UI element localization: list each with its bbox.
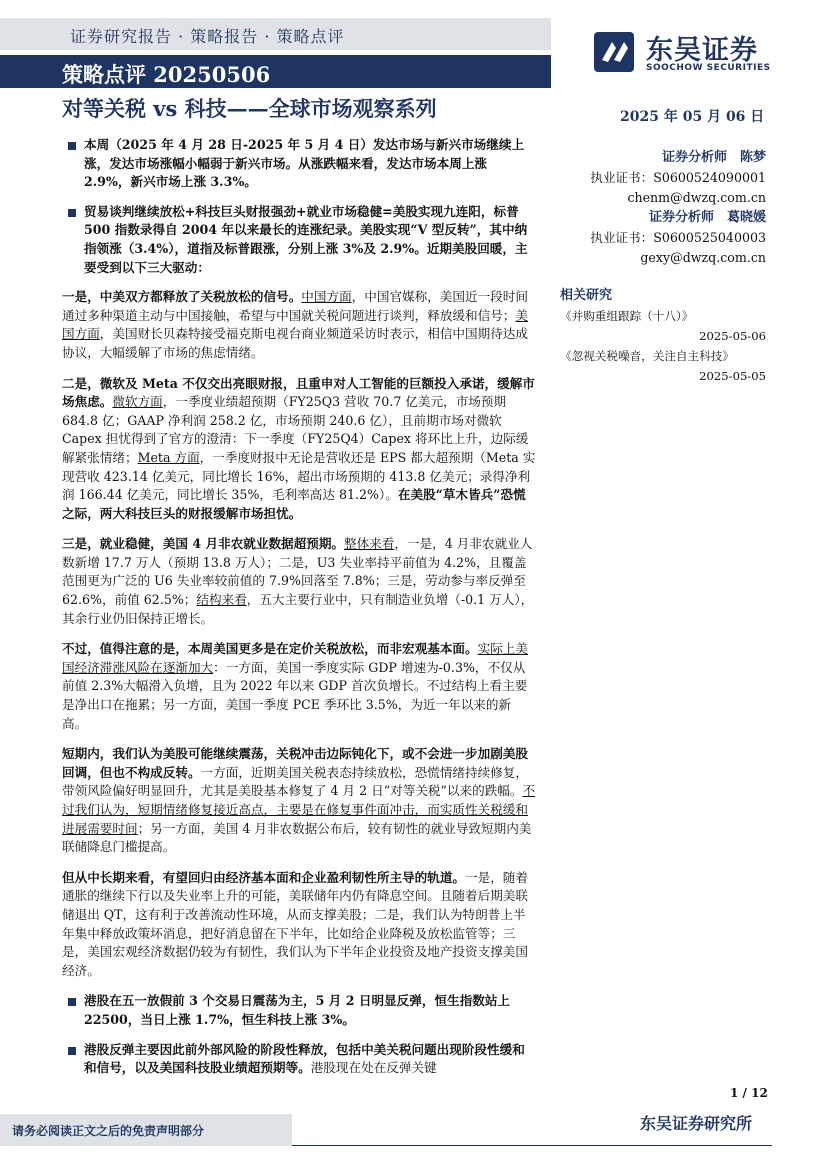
paragraph-1: 一是，中美双方都释放了关税放松的信号。中国方面，中国官媒称，美国近一段时间通过多种渠道主动与中国接触，希望与中国就关税问题进行谈判，释放缓和信号；美国方面，美国财长贝森特接受福克斯电视台商业频道采访时表示，相信中国期待达成协议，大幅缓解了市场的焦虑情绪。: [62, 289, 528, 360]
bullet-square-icon: [68, 998, 76, 1006]
related-item-date: 2025-05-06: [699, 329, 766, 343]
hk-bullet: 港股反弹主要因此前外部风险的阶段性释放，包括中美关税问题出现阶段性缓和和信号，以及美国科技股业绩超预期等。港股现在处在反弹关键: [62, 1041, 536, 1078]
bullet-square-icon: [68, 209, 76, 217]
logo-cn-text: 东吴证券: [646, 35, 758, 66]
analyst-email[interactable]: chenm@dwzq.com.cn: [627, 190, 766, 205]
bullet-square-icon: [68, 142, 76, 150]
soochow-logo-icon: [594, 30, 638, 74]
related-item-name[interactable]: 《忽视关税噪音，关注自主科技》: [560, 349, 734, 363]
page-number: 1 / 12: [730, 1086, 768, 1100]
paragraph-3: 三是，就业稳健，美国 4 月非农就业数据超预期。整体来看，一是，4 月非农就业人数新增 17.7 万人（预期 13.8 万人）；二是，U3 失业率持平前值为 4.2%，且覆盖范围更为广泛的 U6 失业率较前值的 7.9%回落至 7.8%；三是，劳动参与率反弹至 62.6%，前值 62.5%；结构来看，五大主要行业中，只有制造业负增（-0.1 万人），其余行业仍旧保持正增长。: [62, 536, 534, 626]
sidebar: [560, 148, 766, 386]
related-item[interactable]: [560, 346, 766, 386]
main-content: [62, 136, 536, 1089]
footer-divider: [292, 1145, 772, 1146]
analyst-block: [560, 148, 766, 208]
paragraph-6: 但从中长期来看，有望回归由经济基本面和企业盈利韧性所主导的轨道。一是，随着通胀的继续下行以及失业率上升的可能，美联储年内仍有降息空间。且随着后期美联储退出 QT，这有利于改善流动性环境，从而支撑美股；二是，我们认为特朗普上半年集中释放政策坏消息，把好消息留在下半年，比如给企业降税及放松监管等；三是，美国宏观经济数据仍较为有韧性，我们认为下半年企业投资及地产投资支撑美国经济。: [62, 869, 528, 978]
paragraph-2: 二是，微软及 Meta 不仅交出亮眼财报，且重申对人工智能的巨额投入承诺，缓解市场焦虑。微软方面，一季度业绩超预期（FY25Q3 营收 70.7 亿美元，市场预期 684.8 亿；GAAP 净利润 258.2 亿，市场预期 240.6 亿），且前期市场对微软 Capex 担忧得到了官方的澄清：下一季度（FY25Q4）Capex 将环比上升，边际缓解紧张情绪；Meta 方面，一季度财报中无论是营收还是 EPS 都大超预期（Meta 实现营收 423.14 亿美元，同比增长 16%，超出市场预期的 413.8 亿美元；录得净利润 166.44 亿美元，同比增长 35%，毛利率高达 81.2%）。在美股“草木皆兵”恐慌之际，两大科技巨头的财报缓解市场担忧。: [62, 375, 536, 521]
analyst-block: [560, 208, 766, 268]
institute-name: 东吴证券研究所: [640, 1114, 753, 1133]
company-logo: [594, 30, 794, 74]
paragraph-4: 不过，值得注意的是，本周美国更多是在定价关税放松，而非宏观基本面。实际上美国经济滞涨风险在逐渐加大：一方面，美国一季度实际 GDP 增速为-0.3%，不仅从前值 2.3%大幅滑入负增，且为 2022 年以来 GDP 首次负增长。不过结构上看主要是净出口在拖累；另一方面，美国一季度 PCE 季环比 3.5%，为近一年以来的新高。: [62, 641, 528, 731]
summary-bullet: 贸易谈判继续放松+科技巨头财报强劲+就业市场稳健=美股实现九连阳，标普 500 指数录得自 2004 年以来最长的连涨纪录。美股实现“V 型反转”，其中纳指领涨（3.4%），道指及标普跟涨，分别上涨 3%及 2.9%。近期美股回暖，主要受到以下三大驱动：: [62, 203, 536, 277]
header-breadcrumb-band: [0, 18, 551, 50]
related-item-name[interactable]: 《并购重组跟踪（十八）》: [560, 309, 694, 323]
report-date: 2025 年 05 月 06 日: [620, 109, 765, 125]
analyst-name: 证券分析师 葛晓媛: [648, 210, 766, 225]
disclaimer-text: 请务必阅读正文之后的免责声明部分: [12, 1124, 205, 1138]
summary-bullet: 本周（2025 年 4 月 28 日-2025 年 5 月 4 日）发达市场与新兴市场继续上涨，发达市场涨幅小幅弱于新兴市场。从涨跌幅来看，发达市场本周上涨 2.9%，新兴市场上涨 3.3%。: [62, 136, 536, 192]
analyst-cert: 执业证书：S0600525040003: [590, 230, 766, 245]
report-title: 对等关税 vs 科技——全球市场观察系列: [62, 96, 437, 121]
paragraph-5: 短期内，我们认为美股可能继续震荡，关税冲击边际钝化下，或不会进一步加剧美股回调，但也不构成反转。一方面，近期美国关税表态持续放松，恐慌情绪持续修复，带领风险偏好明显回升，尤其是美股基本修复了 4 月 2 日“对等关税”以来的跌幅。不过我们认为，短期情绪修复接近高点，主要是在修复事件面冲击，而实质性关税缓和进展需要时间；另一方面，美国 4 月非农数据公布后，较有韧性的就业导致短期内美联储降息门槛提高。: [62, 746, 536, 855]
breadcrumb: 证券研究报告 · 策略报告 · 策略点评: [70, 27, 345, 46]
analyst-name: 证券分析师 陈梦: [661, 150, 766, 165]
analyst-cert: 执业证书：S0600524090001: [590, 170, 766, 185]
hk-bullet: 港股在五一放假前 3 个交易日震荡为主，5 月 2 日明显反弹，恒生指数站上 22500，当日上涨 1.7%，恒生科技上涨 3%。: [62, 992, 536, 1029]
related-item[interactable]: [560, 306, 766, 346]
report-type: 策略点评 20250506: [62, 62, 271, 87]
analyst-email[interactable]: gexy@dwzq.com.cn: [640, 250, 766, 265]
logo-en-text: SOOCHOW SECURITIES: [646, 63, 771, 73]
related-research-title: 相关研究: [560, 288, 613, 303]
related-item-date: 2025-05-05: [699, 369, 766, 383]
report-type-band: [0, 55, 551, 88]
bullet-square-icon: [68, 1047, 76, 1055]
disclaimer-band: [0, 1114, 292, 1146]
